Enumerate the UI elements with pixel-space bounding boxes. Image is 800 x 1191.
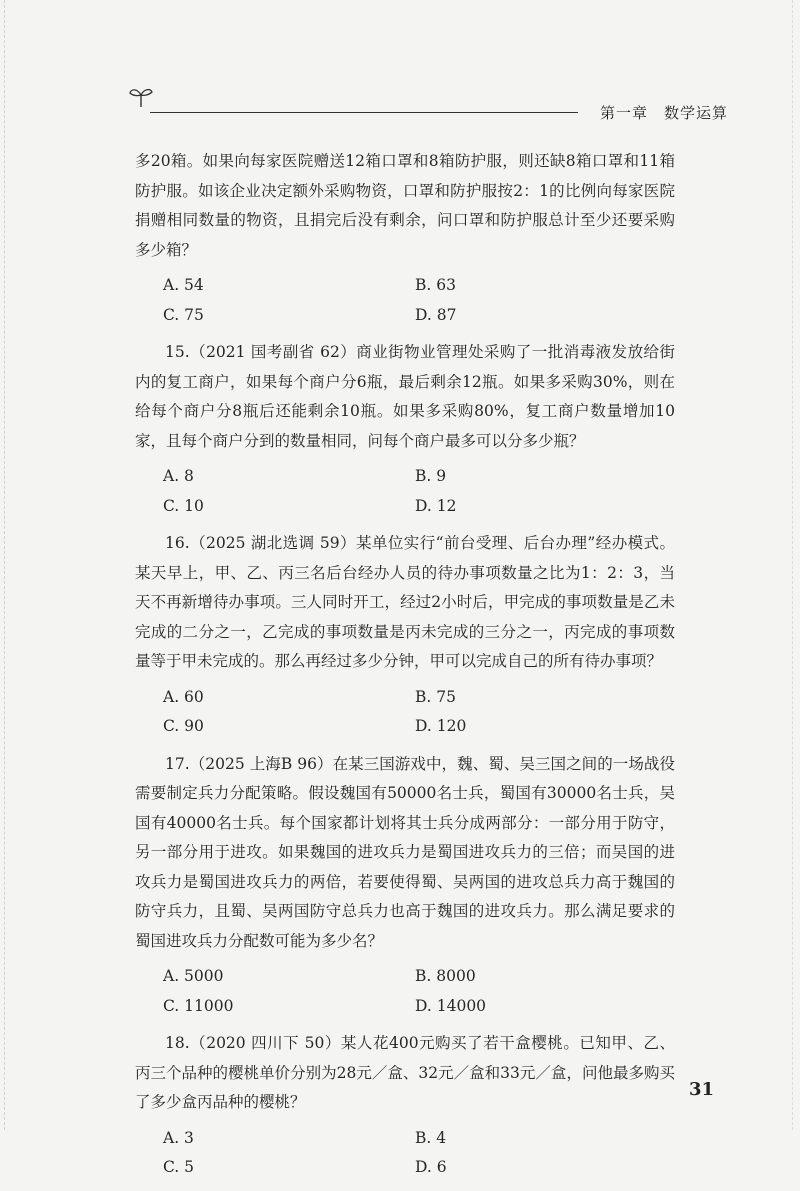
- option-b: B. 9: [415, 467, 447, 485]
- page-header: [128, 84, 728, 124]
- question-16-options: [135, 683, 675, 742]
- header-rule: [150, 112, 578, 113]
- option-a: A. 5000: [163, 967, 224, 985]
- option-b: B. 4: [415, 1128, 447, 1147]
- question-15-text: 15.（2021 国考副省 62）商业街物业管理处采购了一批消毒液发放给街内的复工商户，如果每个商户分6瓶，最后剩余12瓶。如果多采购30%，则在给每个商户分8瓶后还能剩余10瓶。如果多采购80%，复工商户数量增加10家，且每个商户分到的数量相同，问每个商户最多可以分多少瓶？: [135, 343, 675, 450]
- option-a: A. 3: [163, 1128, 194, 1147]
- option-d: D. 12: [415, 496, 457, 515]
- scan-edge-left: [4, 0, 6, 1130]
- question-17-options: [135, 962, 675, 1021]
- option-c: C. 10: [163, 496, 204, 515]
- option-c: C. 11000: [163, 996, 234, 1015]
- question-15-options: [135, 462, 675, 521]
- option-d: D. 14000: [415, 996, 487, 1015]
- option-b: B. 63: [415, 276, 456, 294]
- option-b: B. 75: [415, 687, 456, 706]
- option-a: A. 8: [163, 467, 194, 485]
- option-c: C. 90: [163, 717, 204, 735]
- option-b: B. 8000: [415, 967, 476, 985]
- page-number: 31: [689, 1079, 715, 1100]
- option-d: D. 6: [415, 1158, 447, 1176]
- scan-edge-right: [792, 0, 794, 1130]
- question-18-options: [135, 1124, 675, 1183]
- option-a: A. 54: [163, 276, 204, 294]
- option-d: D. 87: [415, 305, 457, 324]
- option-c: C. 75: [163, 305, 204, 324]
- option-a: A. 60: [163, 687, 204, 706]
- sprout-icon: [128, 86, 154, 108]
- question-17-text: 17.（2025 上海B 96）在某三国游戏中，魏、蜀、吴三国之间的一场战役需要制定兵力分配策略。假设魏国有50000名士兵，蜀国有30000名士兵，吴国有40000名士兵。每个国家都计划将其士兵分成两部分：一部分用于防守，另一部分用于进攻。如果魏国的进攻兵力是蜀国进攻兵力的三倍；而吴国的进攻兵力是蜀国进攻兵力的两倍，若要使得蜀、吴两国的进攻总兵力高于魏国的防守兵力，且蜀、吴两国防守总兵力也高于魏国的进攻兵力。那么满足要求的蜀国进攻兵力分配数可能为多少名？: [135, 754, 675, 950]
- question-18-text: 18.（2020 四川下 50）某人花400元购买了若干盒樱桃。已知甲、乙、丙三个品种的樱桃单价分别为28元／盒、32元／盒和33元／盒，问他最多购买了多少盒丙品种的樱桃？: [135, 1034, 675, 1111]
- option-d: D. 120: [415, 717, 467, 735]
- question-16-text: 16.（2025 湖北选调 59）某单位实行“前台受理、后台办理”经办模式。某天早上，甲、乙、丙三名后台经办人员的待办事项数量之比为1：2：3，当天不再新增待办事项。三人同时开工，经过2小时后，甲完成的事项数量是乙未完成的二分之一，乙完成的事项数量是丙未完成的三分之一，丙完成的事项数量等于甲未完成的。那么再经过多少分钟，甲可以完成自己的所有待办事项？: [135, 534, 675, 670]
- continuation-options: [135, 271, 675, 330]
- page-content: [135, 147, 675, 1191]
- option-c: C. 5: [163, 1158, 195, 1176]
- chapter-label: 第一章 数学运算: [599, 104, 728, 122]
- continuation-text: 多20箱。如果向每家医院赠送12箱口罩和8箱防护服，则还缺8箱口罩和11箱防护服。如该企业决定额外采购物资，口罩和防护服按2：1的比例向每家医院捐赠相同数量的物资，且捐完后没有剩余，问口罩和防护服总计至少还要采购多少箱？: [135, 152, 675, 259]
